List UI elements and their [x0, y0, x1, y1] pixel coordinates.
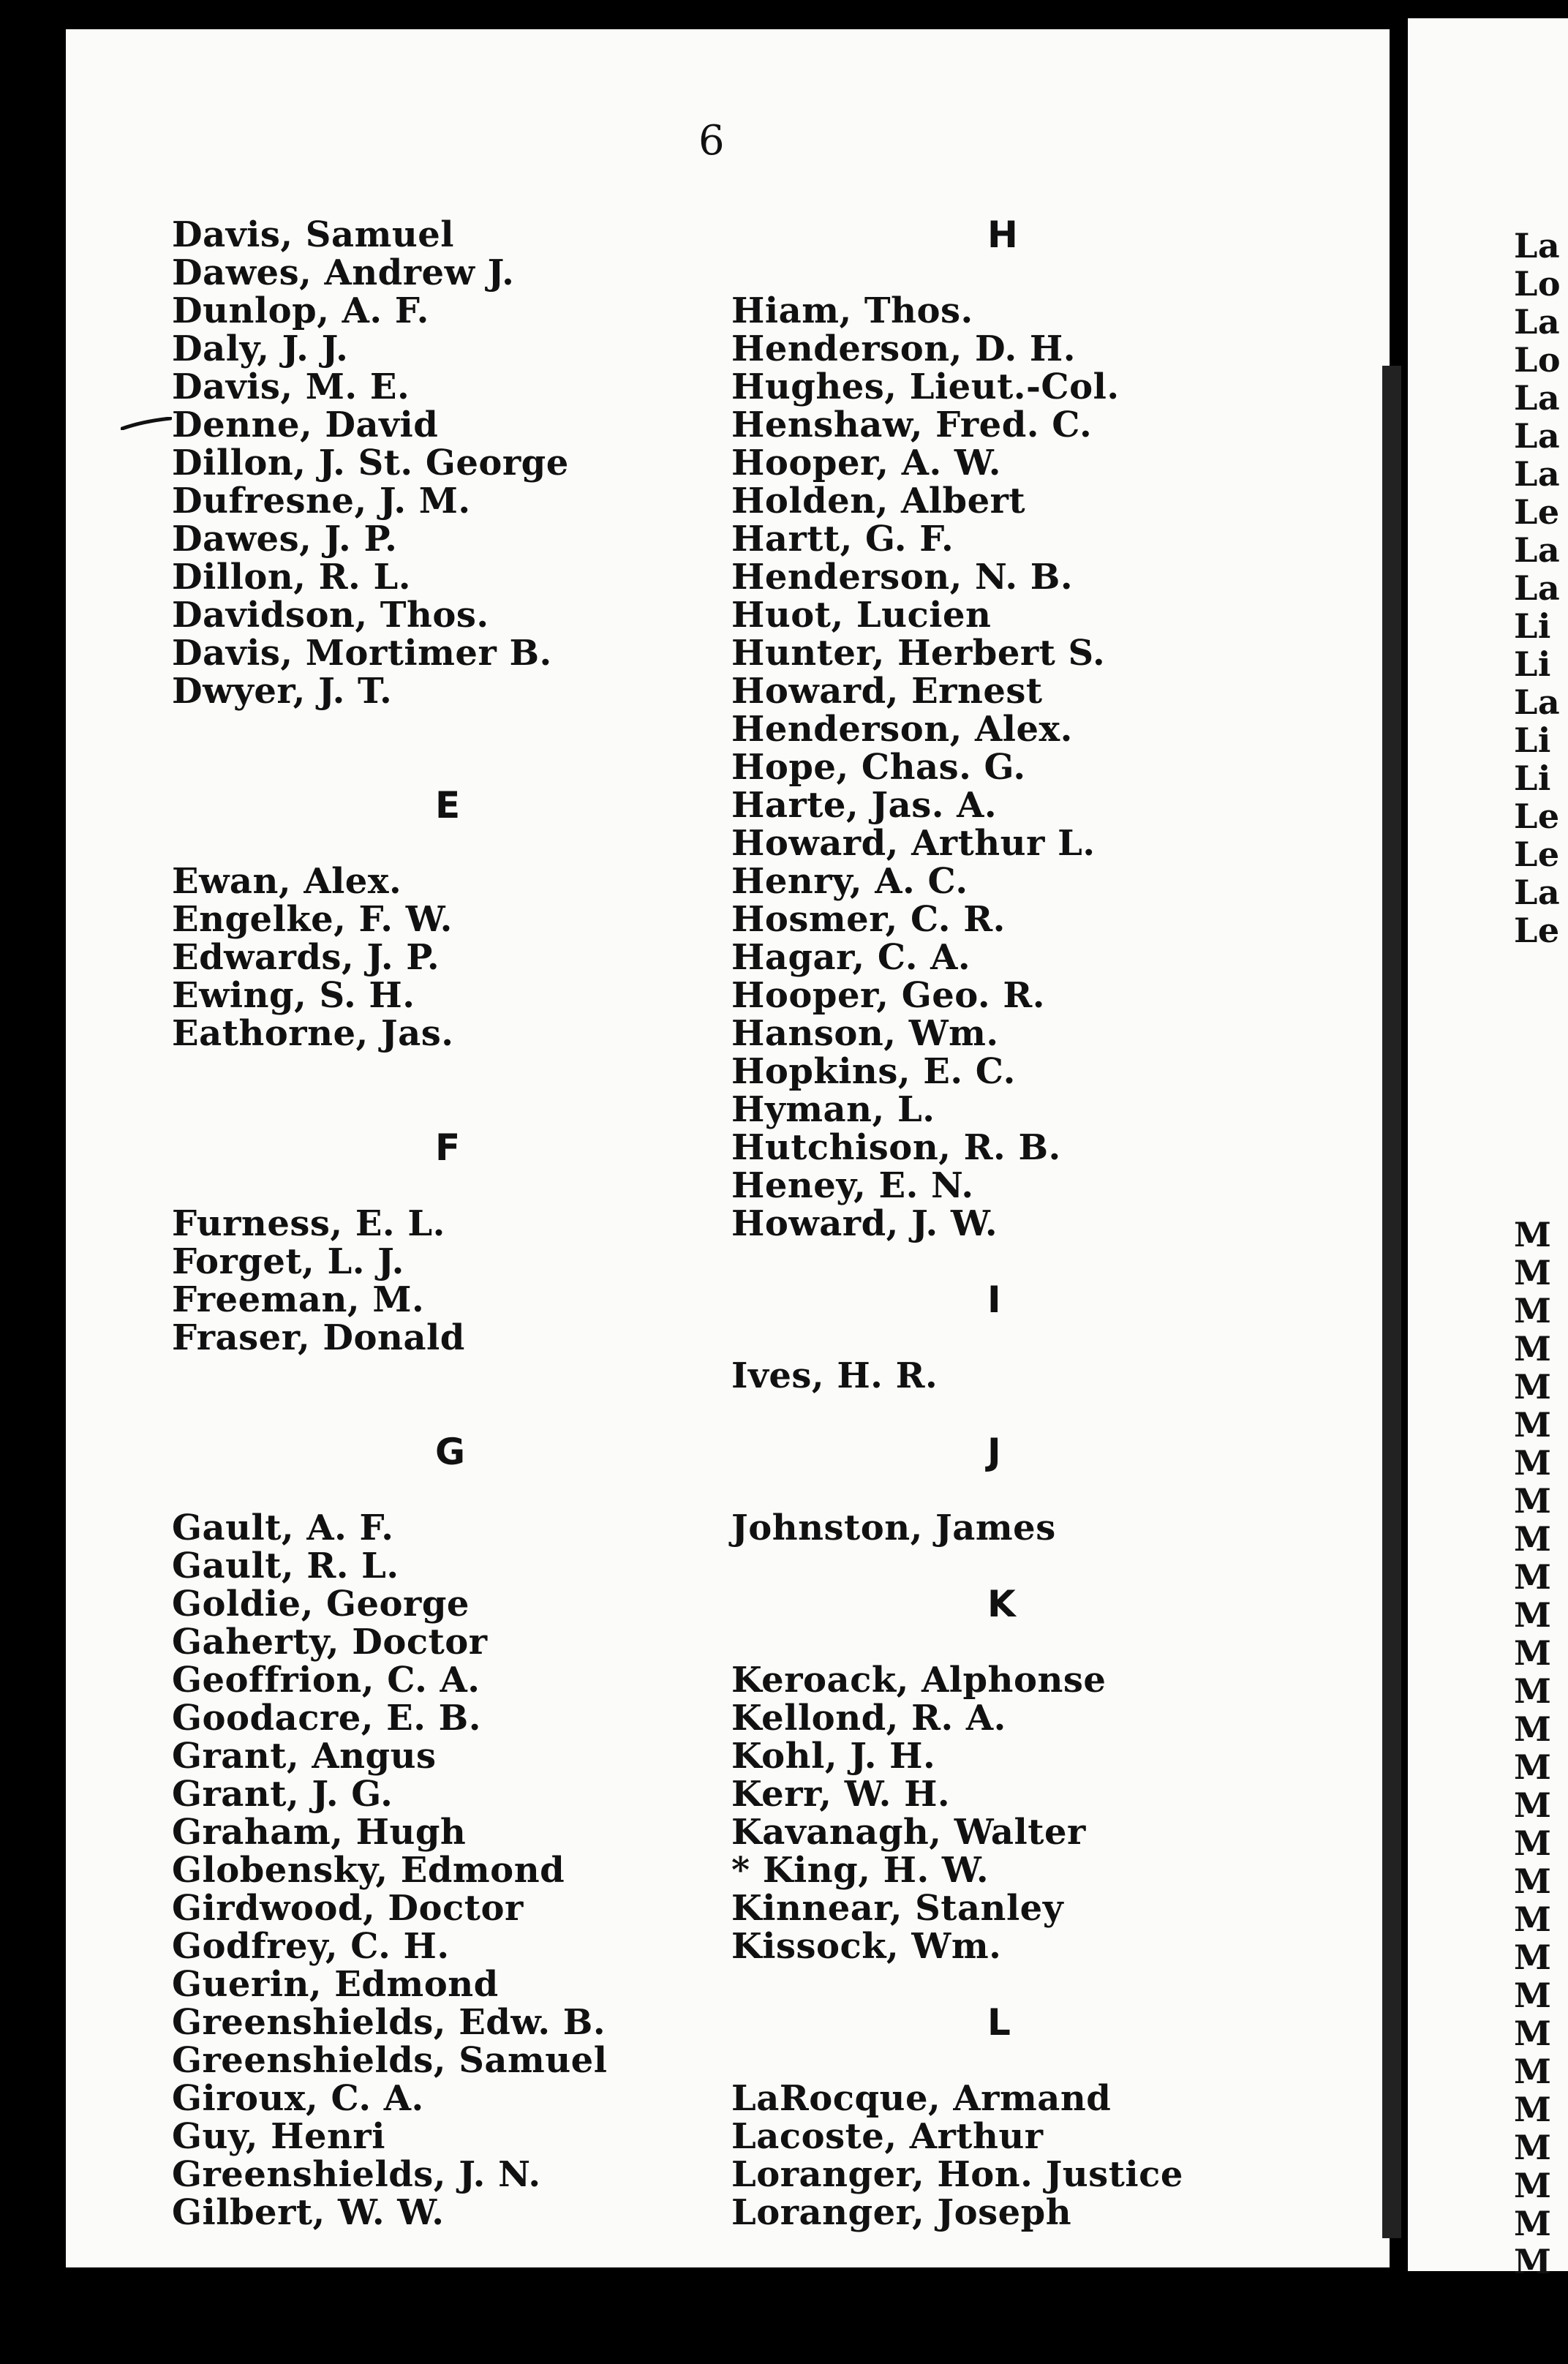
member-name: Kavanagh, Walter: [731, 1812, 1086, 1853]
member-name: Hiam, Thos.: [731, 290, 973, 331]
blank-line: [172, 1167, 728, 1205]
member-name: Freeman, M.: [172, 1279, 425, 1320]
facing-page-fragment: M: [1514, 1596, 1552, 1634]
page-number: 6: [698, 117, 725, 165]
member-name: Daly, J. J.: [172, 328, 349, 369]
facing-page-fragment: M: [1514, 1672, 1552, 1710]
member-name: Kissock, Wm.: [731, 1926, 1002, 1967]
blank-line: [172, 710, 728, 748]
facing-page-column: [1514, 227, 1568, 2281]
blank-line: [172, 1357, 728, 1395]
member-name: Hosmer, C. R.: [731, 899, 1006, 940]
facing-page-fragment: M: [1514, 2090, 1552, 2128]
facing-page-fragment: Li: [1514, 759, 1551, 797]
member-name: Howard, Ernest: [731, 671, 1043, 712]
facing-page-fragment: M: [1514, 1216, 1552, 1254]
facing-page-fragment: La: [1514, 417, 1561, 455]
member-name: Hyman, L.: [731, 1089, 935, 1130]
blank-line: [731, 1395, 1375, 1433]
member-name: Dawes, Andrew J.: [172, 252, 515, 293]
facing-page-fragment: La: [1514, 531, 1561, 569]
facing-page-fragment: [1514, 949, 1568, 987]
member-name: Denne, David: [172, 404, 439, 445]
member-name: Godfrey, C. H.: [172, 1926, 450, 1967]
facing-page-fragment: M: [1514, 1900, 1552, 1938]
facing-page-fragment: Le: [1514, 797, 1560, 835]
member-name: Harte, Jas. A.: [731, 785, 998, 826]
section-letter-heading: J: [987, 1431, 1001, 1473]
member-name: Dufresne, J. M.: [172, 481, 471, 522]
blank-line: [172, 1395, 728, 1433]
facing-page-fragment: Le: [1514, 493, 1560, 531]
member-name: Huot, Lucien: [731, 595, 992, 636]
blank-line: [172, 1471, 728, 1509]
facing-page-fragment: La: [1514, 683, 1561, 721]
member-name: Holden, Albert: [731, 481, 1026, 522]
facing-page-fragment: M: [1514, 1444, 1552, 1482]
member-name: Gaherty, Doctor: [172, 1622, 488, 1663]
blank-line: [172, 1053, 728, 1091]
blank-line: [731, 2041, 1375, 2079]
facing-page-fragment: M: [1514, 2052, 1552, 2090]
section-letter-heading: K: [987, 1583, 1016, 1625]
facing-page-fragment: Lo: [1514, 341, 1561, 379]
member-name: Goldie, George: [172, 1584, 470, 1625]
blank-line: [731, 1471, 1375, 1509]
facing-page-fragment: La: [1514, 569, 1561, 607]
facing-page-fragment: [1514, 1178, 1568, 1216]
facing-page-fragment: M: [1514, 2243, 1552, 2281]
section-letter-heading: E: [435, 784, 461, 827]
member-name: Hopkins, E. C.: [731, 1051, 1016, 1092]
page-gutter-shadow: [1382, 366, 1401, 2238]
blank-line: [731, 1965, 1375, 2003]
member-name: Forget, L. J.: [172, 1241, 404, 1282]
facing-page-fragment: M: [1514, 1482, 1552, 1520]
member-name: Ewing, S. H.: [172, 975, 415, 1016]
member-name: Howard, J. W.: [731, 1203, 998, 1244]
blank-line: [172, 824, 728, 862]
member-name: Henshaw, Fred. C.: [731, 404, 1093, 445]
member-name: Kohl, J. H.: [731, 1736, 936, 1777]
member-name: Gault, R. L.: [172, 1546, 399, 1586]
facing-page-fragment: M: [1514, 1406, 1552, 1444]
facing-page-fragment: M: [1514, 1330, 1552, 1368]
member-name: Edwards, J. P.: [172, 937, 440, 978]
member-name: Henderson, Alex.: [731, 709, 1073, 750]
member-name: Girdwood, Doctor: [172, 1888, 524, 1929]
member-name: Guy, Henri: [172, 2116, 385, 2157]
member-name: LaRocque, Armand: [731, 2078, 1112, 2119]
member-name: Hanson, Wm.: [731, 1013, 999, 1054]
pencil-tick-mark: [121, 417, 172, 430]
facing-page-fragment: La: [1514, 379, 1561, 417]
member-name: Davis, M. E.: [172, 366, 410, 407]
member-name: Lacoste, Arthur: [731, 2116, 1044, 2157]
member-name: Eathorne, Jas.: [172, 1013, 454, 1054]
facing-page-fragment: [1514, 1102, 1568, 1140]
blank-line: [731, 1243, 1375, 1281]
facing-page-fragment: La: [1514, 303, 1561, 341]
member-name: Henderson, N. B.: [731, 557, 1074, 598]
member-name: Kinnear, Stanley: [731, 1888, 1064, 1929]
member-name: Kerr, W. H.: [731, 1774, 951, 1815]
member-name: Hartt, G. F.: [731, 519, 954, 560]
member-name: Greenshields, Samuel: [172, 2040, 608, 2081]
member-name: Grant, Angus: [172, 1736, 437, 1777]
member-name: Hagar, C. A.: [731, 937, 971, 978]
member-name: Davidson, Thos.: [172, 595, 489, 636]
member-name: Dillon, J. St. George: [172, 443, 569, 483]
facing-page-fragment: [1514, 1025, 1568, 1064]
member-name: Dawes, J. P.: [172, 519, 398, 560]
blank-line: [172, 1091, 728, 1129]
facing-page-fragment: M: [1514, 2167, 1552, 2205]
facing-page-fragment: La: [1514, 227, 1561, 265]
blank-line: [731, 1547, 1375, 1585]
facing-page-fragment: M: [1514, 1748, 1552, 1786]
member-name: Loranger, Hon. Justice: [731, 2154, 1183, 2195]
section-letter-heading: F: [435, 1126, 461, 1169]
member-name: Heney, E. N.: [731, 1165, 974, 1206]
member-name: Loranger, Joseph: [731, 2192, 1072, 2233]
blank-line: [731, 1319, 1375, 1357]
facing-page-fragment: M: [1514, 1520, 1552, 1558]
facing-page-fragment: Le: [1514, 911, 1560, 949]
facing-page-fragment: La: [1514, 455, 1561, 493]
facing-page-fragment: M: [1514, 2205, 1552, 2243]
facing-page-fragment: M: [1514, 1634, 1552, 1672]
member-name: Furness, E. L.: [172, 1203, 445, 1244]
facing-page-fragment: M: [1514, 2128, 1552, 2167]
facing-page-fragment: [1514, 1140, 1568, 1178]
member-name: Greenshields, Edw. B.: [172, 2002, 606, 2043]
member-name: Gault, A. F.: [172, 1507, 394, 1548]
facing-page-fragment: M: [1514, 1254, 1552, 1292]
member-name: Hope, Chas. G.: [731, 747, 1026, 788]
member-name: Hooper, Geo. R.: [731, 975, 1045, 1016]
member-name: Guerin, Edmond: [172, 1964, 499, 2005]
facing-page-fragment: M: [1514, 1292, 1552, 1330]
section-letter-heading: I: [987, 1279, 1001, 1321]
facing-page-fragment: Lo: [1514, 265, 1561, 303]
member-name: Giroux, C. A.: [172, 2078, 424, 2119]
blank-line: [172, 748, 728, 786]
member-name: Hughes, Lieut.-Col.: [731, 366, 1120, 407]
middle-name-column: [731, 216, 1375, 2232]
facing-page-fragment: [1514, 1064, 1568, 1102]
member-name: Kellond, R. A.: [731, 1698, 1006, 1739]
facing-page-fragment: M: [1514, 1862, 1552, 1900]
facing-page-fragment: M: [1514, 1786, 1552, 1824]
member-name: Keroack, Alphonse: [731, 1660, 1107, 1701]
member-name: Globensky, Edmond: [172, 1850, 565, 1891]
facing-page-fragment: M: [1514, 1824, 1552, 1862]
member-name: Engelke, F. W.: [172, 899, 453, 940]
member-name: Johnston, James: [731, 1507, 1056, 1548]
left-name-column: [172, 216, 728, 2232]
facing-page-fragment: M: [1514, 1710, 1552, 1748]
member-name: Greenshields, J. N.: [172, 2154, 541, 2195]
facing-page-fragment: Li: [1514, 607, 1551, 645]
member-name: Dunlop, A. F.: [172, 290, 429, 331]
member-name: Henry, A. C.: [731, 861, 968, 902]
member-name: Grant, J. G.: [172, 1774, 393, 1815]
section-letter-heading: G: [435, 1431, 466, 1473]
blank-line: [731, 254, 1375, 292]
facing-page-fragment: Li: [1514, 721, 1551, 759]
section-letter-heading: L: [987, 2001, 1011, 2044]
member-name: Davis, Samuel: [172, 214, 455, 255]
section-letter-heading: H: [987, 214, 1018, 256]
facing-page-fragment: M: [1514, 1368, 1552, 1406]
member-name: Graham, Hugh: [172, 1812, 467, 1853]
member-name: Fraser, Donald: [172, 1317, 465, 1358]
member-name: Davis, Mortimer B.: [172, 633, 552, 674]
member-name: * King, H. W.: [731, 1850, 990, 1891]
facing-page-fragment: Le: [1514, 835, 1560, 873]
member-name: Gilbert, W. W.: [172, 2192, 445, 2233]
member-name: Hooper, A. W.: [731, 443, 1002, 483]
member-name: Dwyer, J. T.: [172, 671, 393, 712]
member-name: Henderson, D. H.: [731, 328, 1076, 369]
member-name: Hutchison, R. B.: [731, 1127, 1061, 1168]
member-name: Howard, Arthur L.: [731, 823, 1096, 864]
member-name: Hunter, Herbert S.: [731, 633, 1106, 674]
blank-line: [731, 1623, 1375, 1661]
facing-page-fragment: [1514, 987, 1568, 1025]
member-name: Ewan, Alex.: [172, 861, 402, 902]
facing-page-fragment: M: [1514, 1938, 1552, 1976]
member-name: Dillon, R. L.: [172, 557, 411, 598]
facing-page-fragment: Li: [1514, 645, 1551, 683]
member-name: Ives, H. R.: [731, 1355, 938, 1396]
facing-page-fragment: M: [1514, 2014, 1552, 2052]
facing-page-fragment: M: [1514, 1558, 1552, 1596]
member-name: Goodacre, E. B.: [172, 1698, 481, 1739]
facing-page-fragment: La: [1514, 873, 1561, 911]
facing-page-fragment: M: [1514, 1976, 1552, 2014]
member-name: Geoffrion, C. A.: [172, 1660, 480, 1701]
